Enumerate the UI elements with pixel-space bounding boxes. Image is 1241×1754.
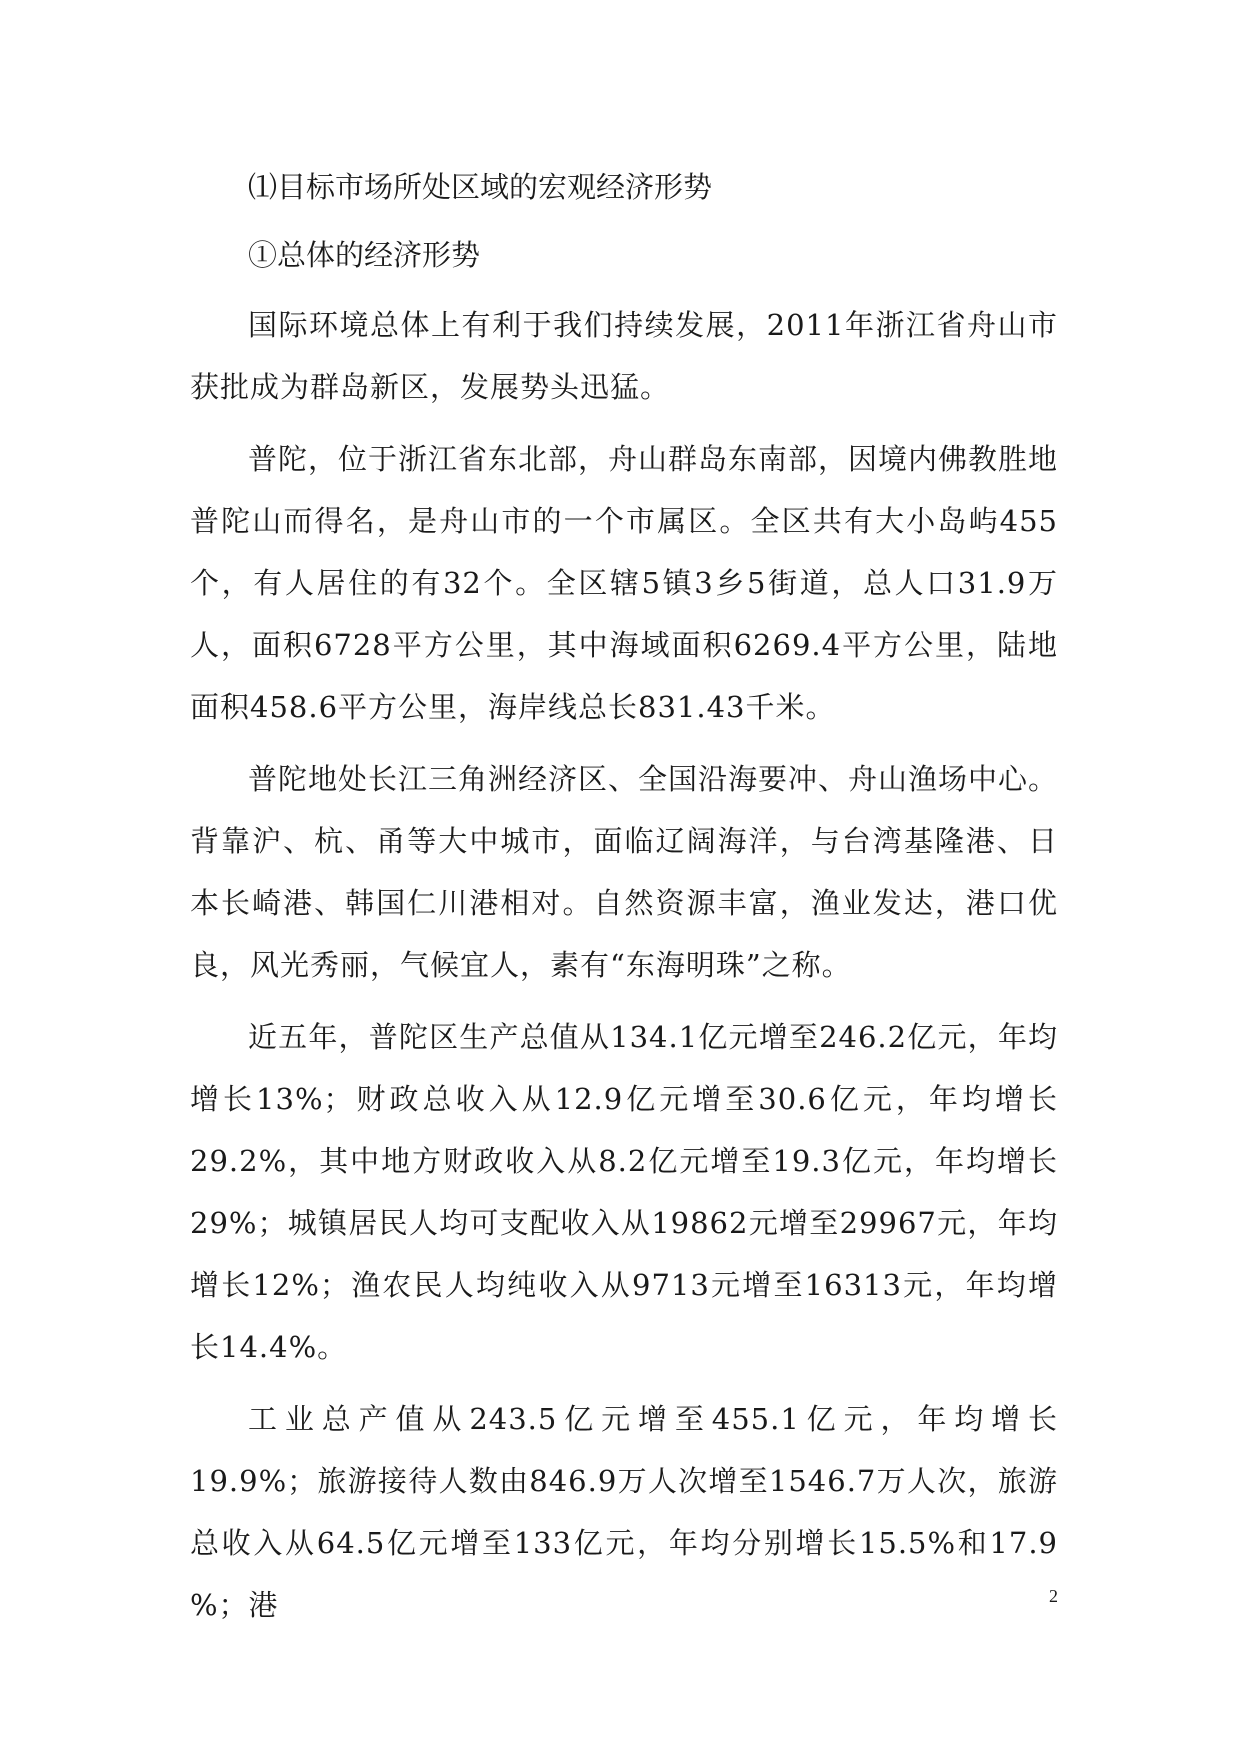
paragraph-international-environment: 国际环境总体上有利于我们持续发展，2011年浙江省舟山市获批成为群岛新区，发展势头迅猛。 bbox=[190, 308, 1058, 404]
document-body bbox=[190, 158, 1058, 1646]
paragraph-putuo-overview: 普陀，位于浙江省东北部，舟山群岛东南部，因境内佛教胜地普陀山而得名，是舟山市的一个市属区。全区共有大小岛屿455个，有人居住的有32个。全区辖5镇3乡5街道，总人口31.9万人，面积6728平方公里，其中海域面积6269.4平方公里，陆地面积458.6平方公里，海岸线总长831.43千米。 bbox=[190, 442, 1059, 724]
page-number: 2 bbox=[1049, 1586, 1058, 1606]
paragraph-putuo-location: 普陀地处长江三角洲经济区、全国沿海要冲、舟山渔场中心。背靠沪、杭、甬等大中城市，面临辽阔海洋，与台湾基隆港、日本长崎港、韩国仁川港相对。自然资源丰富，渔业发达，港口优良，风光秀丽，气候宜人，素有“东海明珠”之称。 bbox=[190, 762, 1059, 982]
paragraph-economic-growth: 近五年，普陀区生产总值从134.1亿元增至246.2亿元，年均增长13%；财政总收入从12.9亿元增至30.6亿元，年均增长29.2%，其中地方财政收入从8.2亿元增至19.3亿元，年均增长29%；城镇居民人均可支配收入从19862元增至29967元，年均增长12%；渔农民人均纯收入从9713元增至16313元，年均增长14.4%。 bbox=[190, 1020, 1058, 1364]
subsection-heading: ①总体的经济形势 bbox=[248, 238, 481, 272]
section-heading: ⑴目标市场所处区域的宏观经济形势 bbox=[248, 170, 713, 204]
paragraph-industry-tourism: 工业总产值从243.5亿元增至455.1亿元，年均增长19.9%；旅游接待人数由846.9万人次增至1546.7万人次，旅游总收入从64.5亿元增至133亿元，年均分别增长15.5%和17.9 %；港 bbox=[190, 1402, 1058, 1622]
